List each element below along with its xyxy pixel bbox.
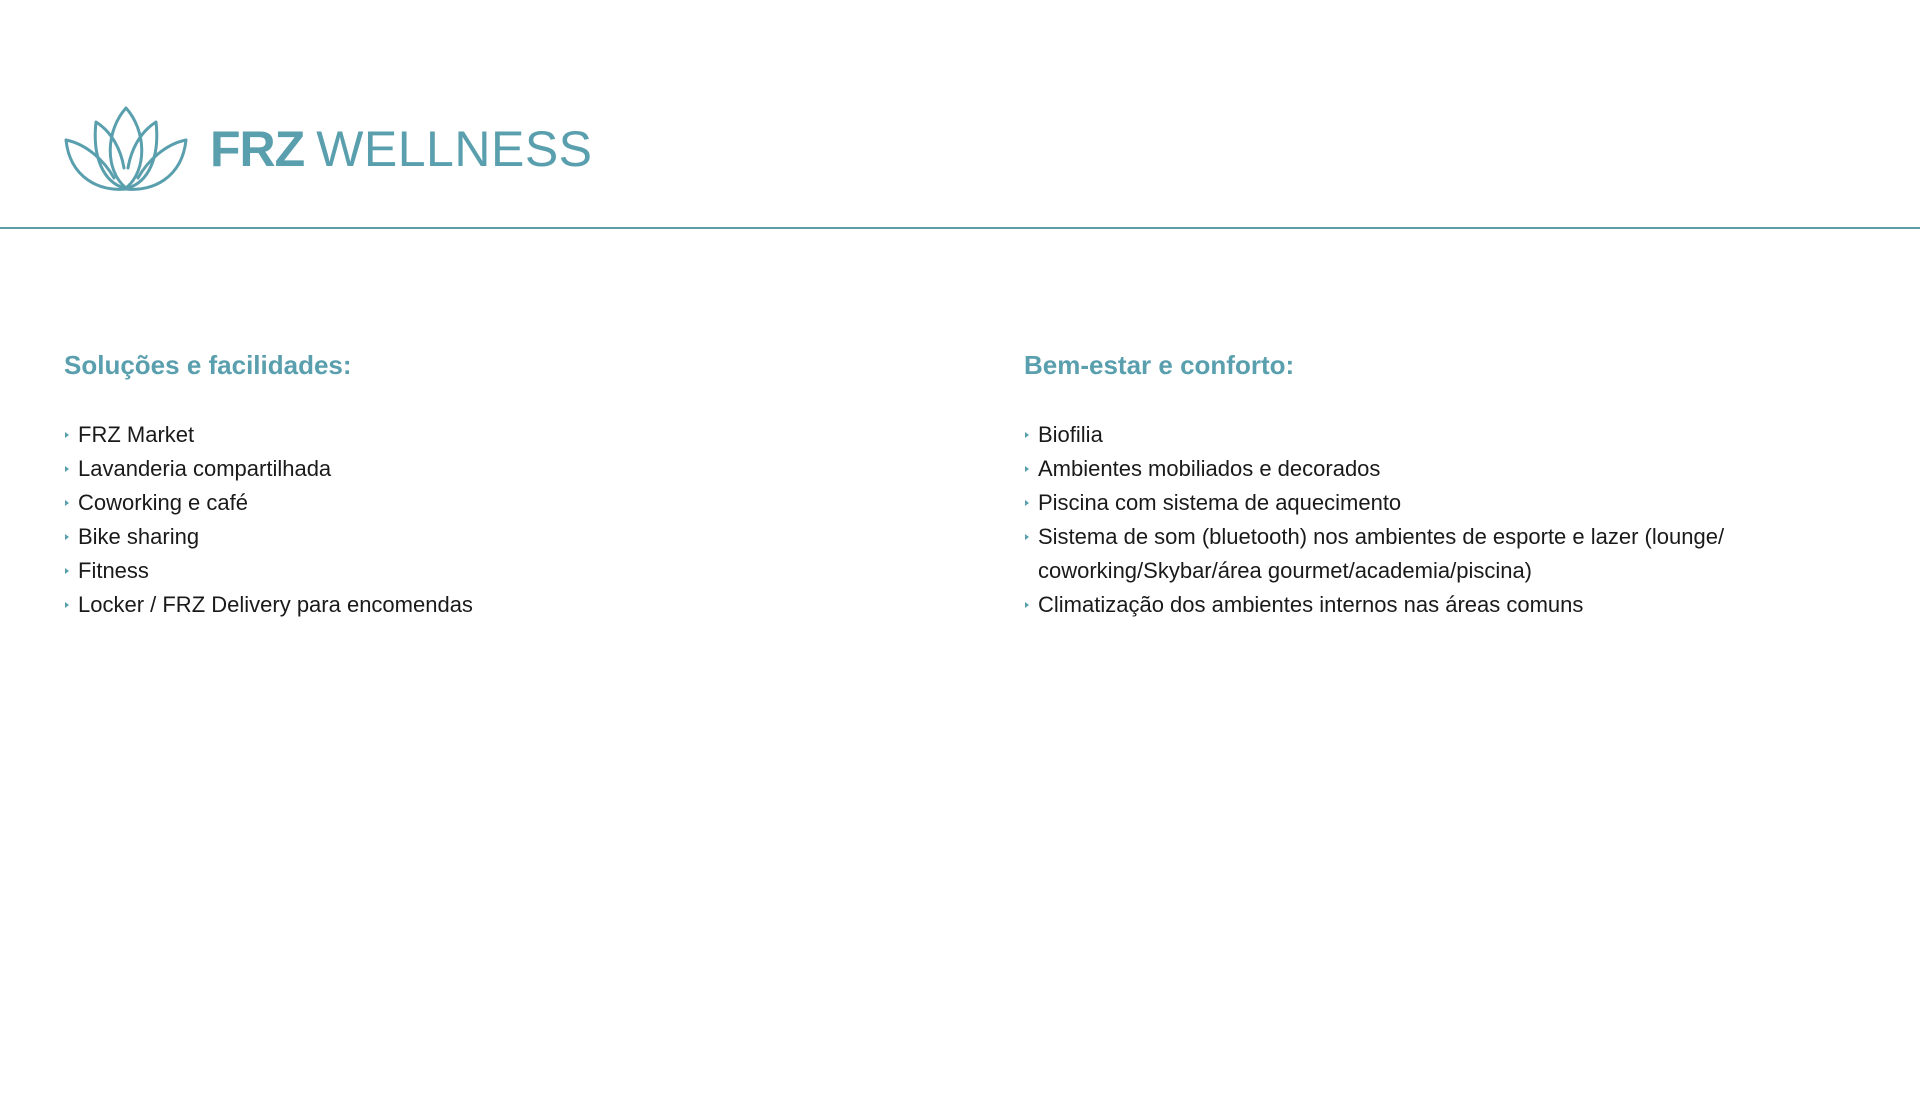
brand-logo — [64, 106, 593, 192]
bullet-icon — [65, 500, 69, 506]
bullet-icon — [65, 466, 69, 472]
list-item — [64, 452, 944, 486]
brand-name-light: WELLNESS — [316, 121, 593, 177]
list-item-text: Ambientes mobiliados e decorados — [1038, 456, 1381, 481]
list-item-text: Sistema de som (bluetooth) nos ambientes de esporte e lazer (lounge/ coworking/Skybar/área gourmet/academia/piscina) — [1038, 524, 1725, 583]
list-item-text: Biofilia — [1038, 422, 1103, 447]
list-item — [64, 554, 944, 588]
lotus-icon — [64, 106, 188, 192]
list-item — [1024, 452, 1864, 486]
list-item — [1024, 418, 1864, 452]
list-item-text: Bike sharing — [78, 524, 200, 549]
list-item — [64, 418, 944, 452]
brand-name-bold: FRZ — [210, 121, 305, 177]
bullet-icon — [65, 602, 69, 608]
list-item — [64, 520, 944, 554]
bullet-icon — [65, 568, 69, 574]
bullet-icon — [1025, 534, 1029, 540]
list-item-text: Climatização dos ambientes internos nas áreas comuns — [1038, 592, 1584, 617]
list-item — [64, 486, 944, 520]
wellbeing-list — [1024, 418, 1864, 622]
bullet-icon — [1025, 432, 1029, 438]
bullet-icon — [1025, 466, 1029, 472]
list-item — [64, 588, 944, 622]
header — [0, 0, 1920, 229]
list-item-text: Piscina com sistema de aquecimento — [1038, 490, 1402, 515]
section-wellbeing — [1024, 346, 1864, 622]
list-item-text: Fitness — [78, 558, 149, 583]
list-item-text: Lavanderia compartilhada — [78, 456, 332, 481]
bullet-icon — [65, 534, 69, 540]
list-item-text: Locker / FRZ Delivery para encomendas — [78, 592, 473, 617]
list-item-text: FRZ Market — [78, 422, 195, 447]
list-item — [1024, 520, 1864, 588]
bullet-icon — [1025, 602, 1029, 608]
bullet-icon — [65, 432, 69, 438]
list-item-text: Coworking e café — [78, 490, 248, 515]
section-title: Bem-estar e conforto: — [1024, 350, 1295, 380]
section-solutions — [64, 346, 944, 622]
list-item — [1024, 588, 1864, 622]
bullet-icon — [1025, 500, 1029, 506]
section-title: Soluções e facilidades: — [64, 350, 352, 380]
solutions-list — [64, 418, 944, 622]
brand-wordmark — [210, 121, 593, 177]
list-item — [1024, 486, 1864, 520]
